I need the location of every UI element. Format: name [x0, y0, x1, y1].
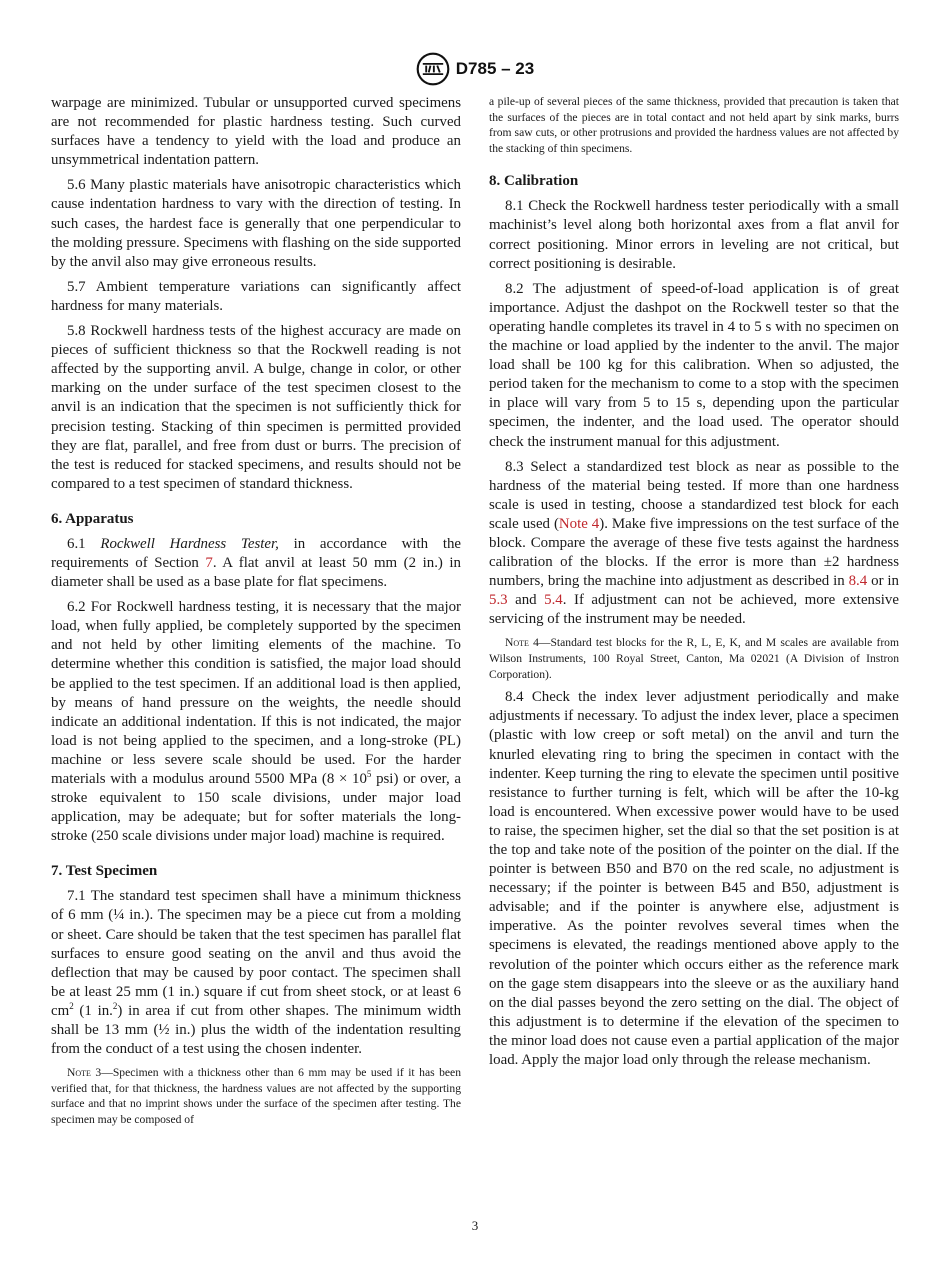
- right-column: [489, 94, 899, 1076]
- section-7-link[interactable]: 7: [205, 554, 213, 571]
- section-8-4-link[interactable]: 8.4: [848, 573, 868, 590]
- paragraph-8-4: 8.4 Check the index lever adjustment periodically and make adjustments if necessary. To adjust the index lever, place a specimen (plastic with low creep or soft metal) on the anvil and turn the knurled elevating ring to bring the specimen in contact with the indenter. Keep turning the ring to elevate the specimen until positive resistance to further turning is felt, which will be after the 10-kg load is encountered. When excessive power would have to be used to raise, the specimen higher, set the dial so that the set position is at the top and take note of the position of the pointer on the dial. If the pointer is between B50 and B70 on the red scale, no adjustment is necessary; if the pointer is between B45 and B50, adjustment is advisable; and if the pointer is anywhere else, adjustment is imperative. As the pointer revolves several times when the specimens is elevated, the readings mentioned above apply to the revolution of the pointer which occurs either as the reference mark on the gage stem disappears into the sleeve or as the auxiliary hand on the dial passes beyond the zero setting on the dial. The object of this adjustment is to determine if the elevation of the specimen to the minor load does not cause even a partial application of the major load. Apply the major load only through the release mechanism.: [489, 689, 899, 1068]
- note-3-continued: a pile-up of several pieces of the same thickness, provided that precaution is taken that the surfaces of the pieces are in total contact and not held apart by sink marks, burrs from saw cuts, or other protrusions and provided the hardness values are not affected by the stacking of thin specimens.: [489, 95, 899, 155]
- section-5-3-link[interactable]: 5.3: [489, 592, 508, 609]
- paragraph-6-2: 6.2 For Rockwell hardness testing, it is necessary that the major load, when fully applied, be completely supported by the specimen and not held by other limiting elements of the machine. To determine whether this condition is satisfied, the major load should be applied to the test specimen. If an additional load is then applied, by means of hand pressure on the weights, the needle should indicate an additional indentation. If this is not indicated, the major load is not being applied to the specimen, and a long-stroke (PL) machine or less severe scale should be used. For the harder materials with a modulus around 5500 MPa ($8 \times 10^5$ psi) or over, a stroke equivalent to 150 scale divisions, under major load application, may be adequate; but for softer materials the long-stroke (250 scale divisions under major load) machine is required.: [51, 599, 461, 845]
- page-header: [0, 52, 950, 86]
- paragraph-5-7: 5.7 Ambient temperature variations can significantly affect hardness for many materials.: [51, 278, 461, 314]
- section-5-4-link[interactable]: 5.4: [544, 592, 563, 609]
- page-number: 3: [471, 1218, 479, 1233]
- paragraph-5-5-cont: warpage are minimized. Tubular or unsupported curved specimens are not recommended for plastic hardness testing. Such curved surfaces have a tendency to yield with the load and produce an unsymmetrical indentation pattern.: [51, 95, 461, 169]
- note-3: Note 3—Specimen with a thickness other than 6 mm may be used if it has been verified that, for that thickness, the hardness values are not affected by the supporting surface and that no imprint shows under the surface of the specimen after testing. The specimen may be composed of: [51, 1066, 461, 1126]
- paragraph-7-1: 7.1 The standard test specimen shall have a minimum thickness of 6 mm (¼ in.). The specimen may be a piece cut from a molding or sheet. Care should be taken that the test specimen has parallel flat surfaces to ensure good seating on the anvil and thus avoid the deflection that may be caused by poor contact. The specimen shall be at least 25 mm (1 in.) square if cut from sheet stock, or at least 6 $cm^2$ (1 in.$^2$) in area if cut from other shapes. The minimum width shall be 13 mm (½ in.) plus the width of the indentation resulting from the conduct of a test using the chosen indenter.: [51, 888, 462, 1058]
- section-heading-test-specimen: 7. Test Specimen: [51, 863, 158, 880]
- astm-logo-icon: [416, 52, 450, 86]
- section-heading-calibration: 8. Calibration: [489, 173, 579, 190]
- paragraph-8-3: 8.3 Select a standardized test block as near as possible to the hardness of the material being tested. If more than one hardness scale is used in testing, choose a standardized test block for each scale used (Note 4). Make five impressions on the test surface of the block. Compare the average of these five tests against the hardness calibration of the blocks. If the error is more than ±2 hardness numbers, bring the machine into adjustment as described in 8.4 or in 5.3 and 5.4. If adjustment can not be achieved, more extensive servicing of the instrument may be needed.: [489, 458, 899, 628]
- paragraph-8-1: 8.1 Check the Rockwell hardness tester periodically with a small machinist’s level along both horizontal axes from a flat anvil for correct positioning. Minor errors in leveling are not critical, but correct positioning is desirable.: [489, 198, 899, 272]
- paragraph-5-6: 5.6 Many plastic materials have anisotropic characteristics which cause indentation hardness to vary with the direction of testing. In such cases, the hardest face is generally that one perpendicular to the molding pressure. Specimens with flashing on the side supported by the anvil also may give erroneous results.: [51, 177, 461, 270]
- left-column: [51, 94, 461, 1134]
- paragraph-8-2: 8.2 The adjustment of speed-of-load application is of great importance. Adjust the dashpot on the Rockwell tester so that the operating handle completes its travel in 4 to 5 s with no specimen on the machine or load applied by the indenter to the anvil. The major load shall be 100 kg for this calibration. When so adjusted, the period taken for the mechanism to come to a stop with the specimen in place will vary from 5 to 15 s, depending upon the particular specimen, the indenter, and the load used. The operator should check the instrument manual for this adjustment.: [489, 280, 899, 450]
- paragraph-6-1: 6.1 Rockwell Hardness Tester, in accordance with the requirements of Section 7. A flat anvil at least 50 mm (2 in.) in diameter shall be used as a base plate for flat specimens.: [51, 535, 462, 591]
- section-heading-apparatus: 6. Apparatus: [51, 510, 134, 527]
- note-4: Note 4—Standard test blocks for the R, L, E, K, and M scales are available from Wilson Instruments, 100 Royal Street, Canton, Ma 02021 (A Division of Instron Corporation).: [489, 636, 899, 681]
- note-4-link[interactable]: Note 4: [558, 515, 600, 532]
- paragraph-5-8: 5.8 Rockwell hardness tests of the highest accuracy are made on pieces of sufficient thickness so that the Rockwell reading is not affected by the supporting anvil. A bulge, change in color, or other marking on the under surface of the test specimen closest to the anvil is an indication that the specimen is not sufficiently thick for precision testing. Stacking of thin specimen is permitted provided they are flat, parallel, and free from dust or burrs. The precision of the test is reduced for stacked specimens, and results should not be compared to a test specimen of standard thickness.: [51, 323, 461, 492]
- document-id: D785 – 23: [455, 59, 535, 78]
